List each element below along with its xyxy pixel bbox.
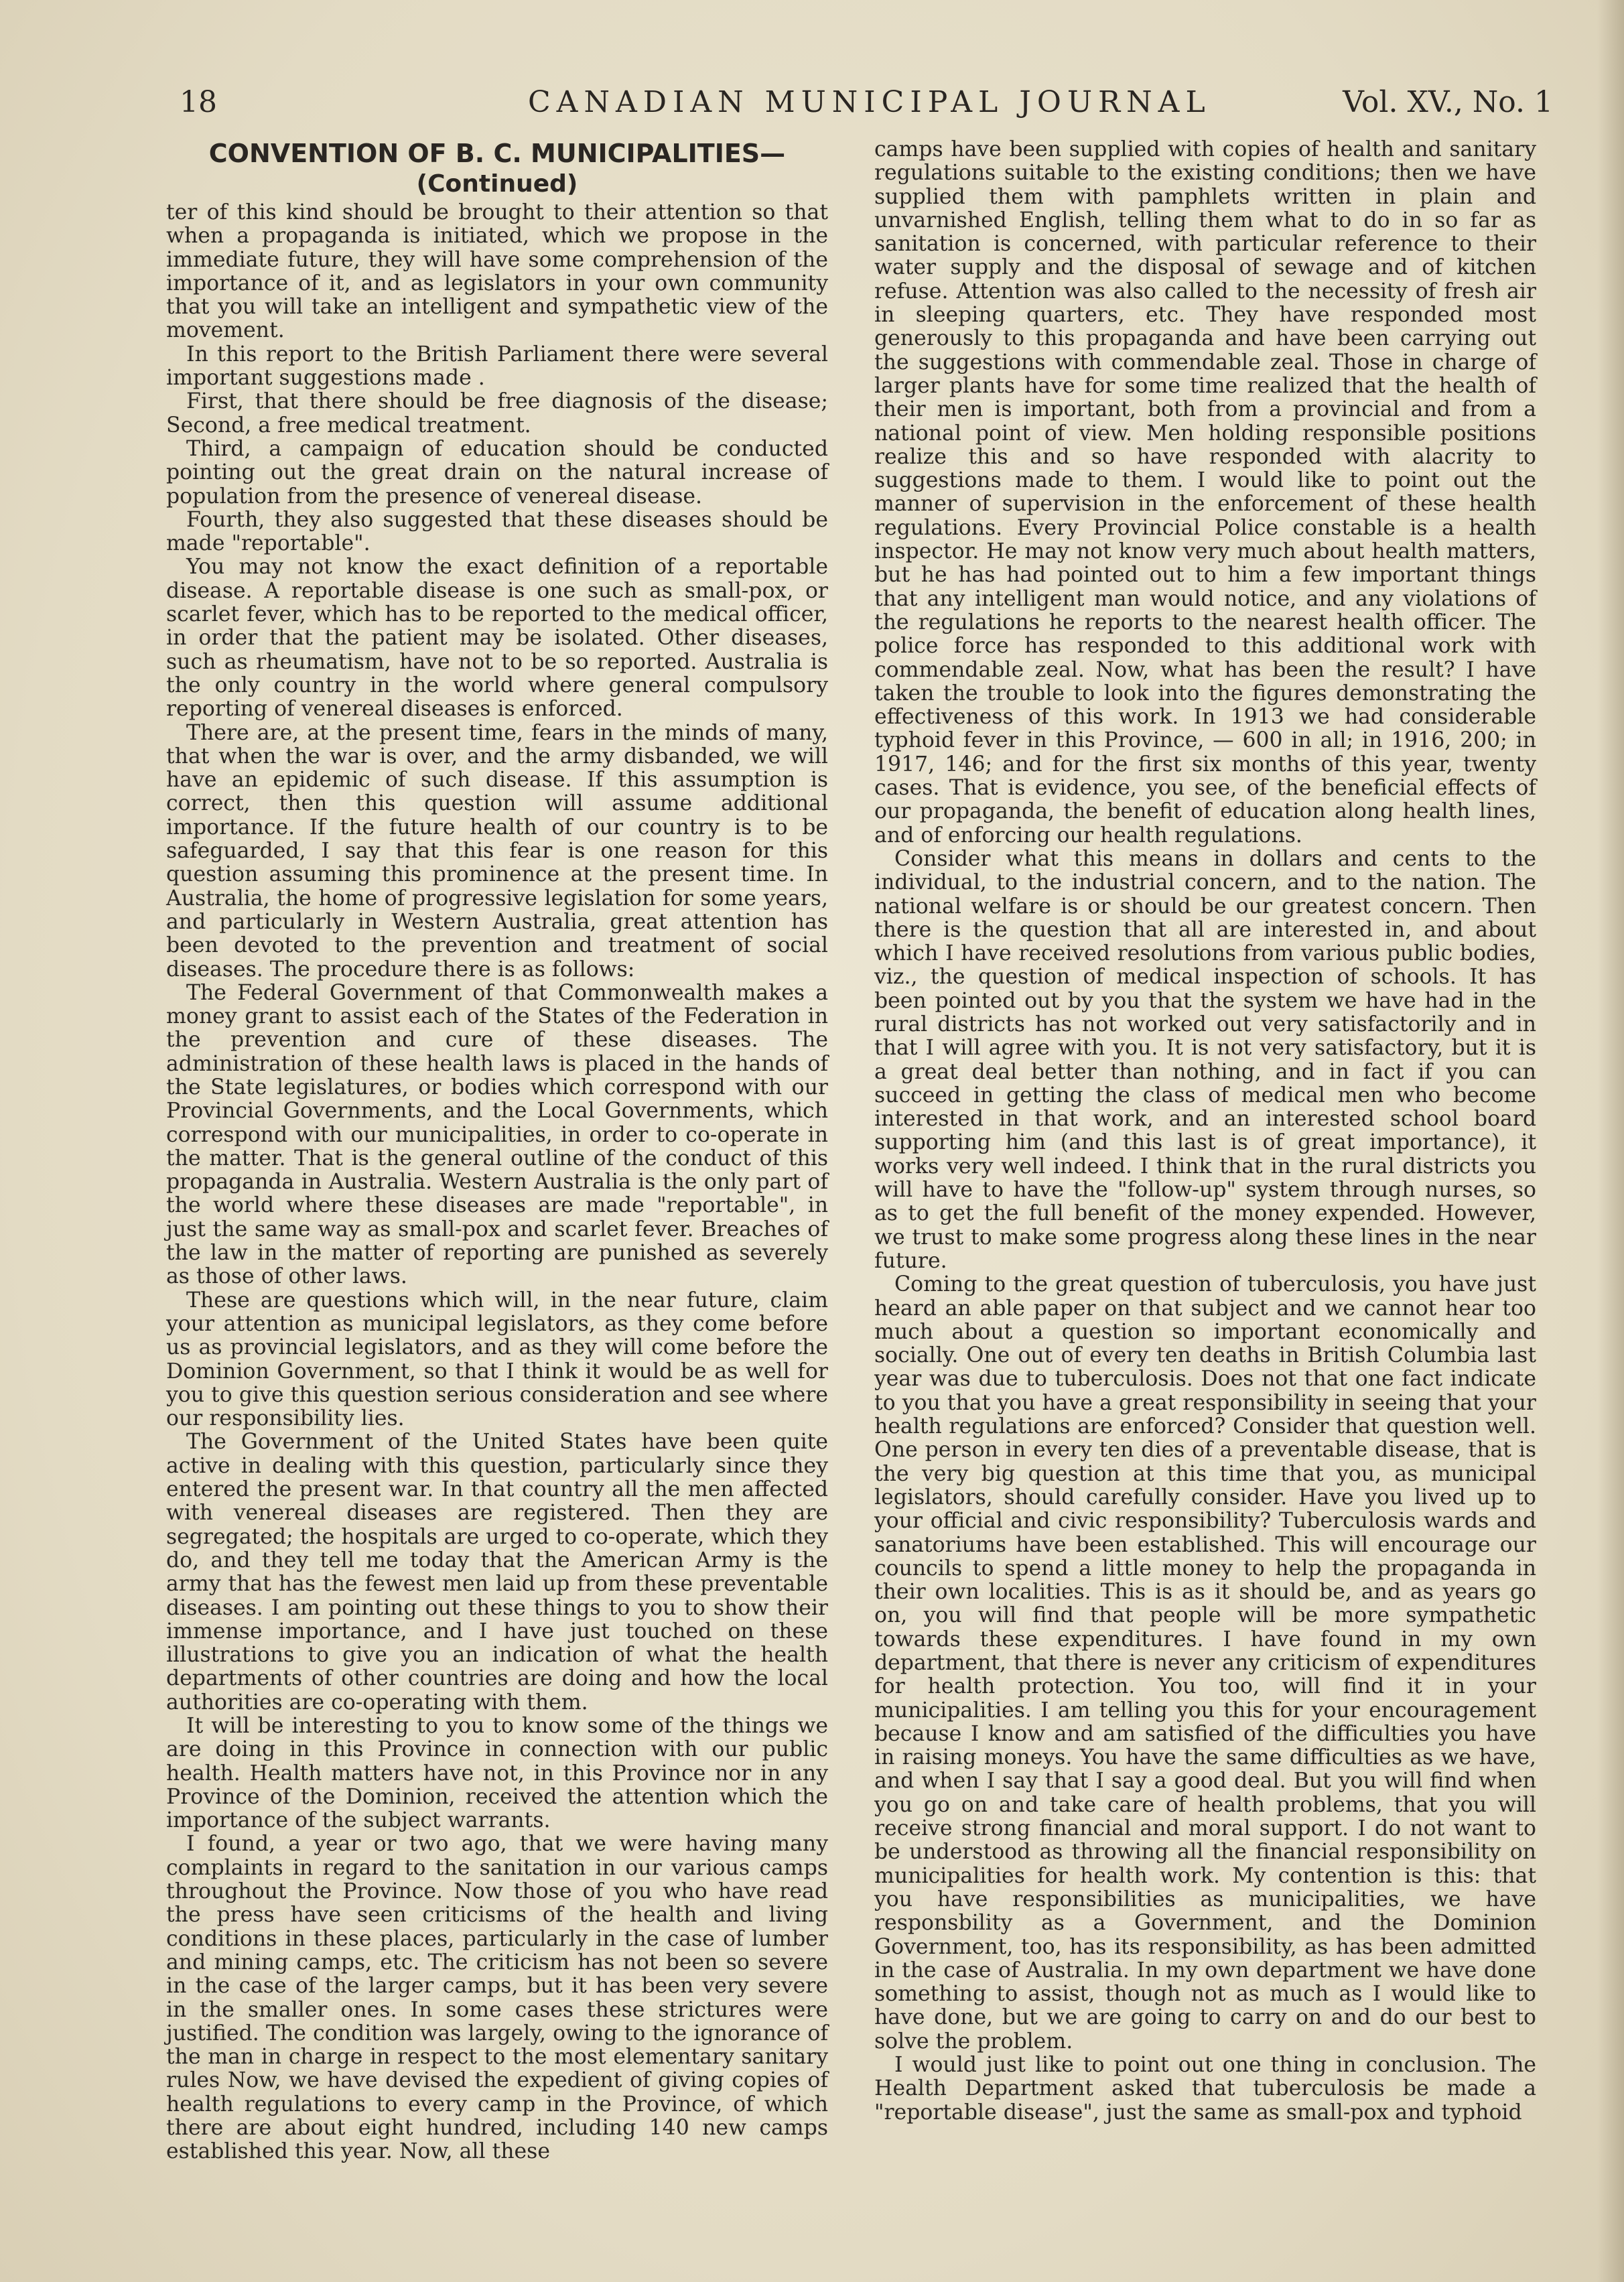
page-number: 18 bbox=[180, 85, 217, 119]
paragraph: The Government of the United States have been quite active in dealing with this question, particularly since they entered the present war. In that country all the men affected with venereal diseases are registered. Then they are segregated; the hospitals are urged to co-operate, which they do, and they tell me today that the American Army is the army that has the fewest men laid up from these preventable diseases. I am pointing out these things to you to show their immense importance, and I have just touched on these illustrations to give you an indication of what the health departments of other countries are doing and how the local authorities are co-operating with them. bbox=[166, 1430, 828, 1715]
paragraph: Third, a campaign of education should be conducted pointing out the great drain on the natural increase of population from the presence of venereal disease. bbox=[166, 436, 828, 509]
page-edge-shadow bbox=[1597, 0, 1624, 2282]
article-subtitle: (Continued) bbox=[416, 170, 578, 198]
paragraph: Fourth, they also suggested that these diseases should be made "reportable". bbox=[166, 507, 828, 556]
paragraph: camps have been supplied with copies of health and sanitary regulations suitable to the existing conditions; then we have supplied them with pamphlets written in plain and unvarnished English, telling them what to do in so far as sanitation is concerned, with particular reference to their water supply and the disposal of sewage and of kitchen refuse. Attention was also called to the necessity of fresh air in sleeping quarters, etc. They have responded most generously to this propaganda and have been carrying out the suggestions with commendable zeal. Those in charge of larger plants have for some time realized that the health of their men is important, both from a provincial and from a national point of view. Men holding responsible positions realize this and so have responded with alacrity to suggestions made to them. I would like to point out the manner of supervision in the enforcement of these health regulations. Every Provincial Police constable is a health inspector. He may not know very much about health matters, but he has had pointed out to him a few important things that any intelligent man would notice, and any violations of the regulations he reports to the nearest health officer. The police force has responded to this additional work with commendable zeal. Now, what has been the result? I have taken the trouble to look into the figures demonstrating the effectiveness of this work. In 1913 we had considerable typhoid fever in this Province, — 600 in all; in 1916, 200; in 1917, 146; and for the first six months of this year, twenty cases. That is evidence, you see, of the beneficial effects of our propaganda, the benefit of education along health lines, and of enforcing our health regulations. bbox=[874, 137, 1536, 848]
paragraph: Consider what this means in dollars and cents to the individual, to the industrial concern, and to the nation. The national welfare is or should be our greatest concern. Then there is the question that all are interested in, and about which I have received resolutions from various public bodies, viz., the question of medical inspection of schools. It has been pointed out by you that the system we have had in the rural districts has not worked out very satisfactorily and in that I will agree with you. It is not very satisfactory, but it is a great deal better than nothing, and in fact if you can succeed in getting the class of medical men who become interested in that work, and an interested school board supporting him (and this last is of great importance), it works very well indeed. I think that in the rural districts you will have to have the "follow-up" system through nurses, so as to get the full benefit of the money expended. However, we trust to make some progress along these lines in the near future. bbox=[874, 846, 1536, 1273]
paragraph: First, that there should be free diagnosis of the disease; Second, a free medical treatment. bbox=[166, 389, 828, 438]
volume-issue: Vol. XV., No. 1 bbox=[1343, 85, 1553, 119]
journal-title: CANADIAN MUNICIPAL JOURNAL bbox=[528, 85, 1211, 119]
running-header bbox=[180, 79, 1553, 126]
paragraph: There are, at the present time, fears in the minds of many, that when the war is over, and the army disbanded, we will have an epidemic of such disease. If this assumption is correct, then this question will assume additional importance. If the future health of our country is to be safeguarded, I say that this fear is one reason for this question assuming this prominence at the present time. In Australia, the home of progressive legislation for some years, and particularly in Western Australia, great attention has been devoted to the prevention and treatment of social diseases. The procedure there is as follows: bbox=[166, 720, 828, 982]
paragraph: I found, a year or two ago, that we were having many complaints in regard to the sanitation in our various camps throughout the Province. Now those of you who have read the press have seen criticisms of the health and living conditions in these places, particularly in the case of lumber and mining camps, etc. The criticism has not been so severe in the case of the larger camps, but it has been very severe in the smaller ones. In some cases these strictures were justified. The condition was largely, owing to the ignorance of the man in charge in respect to the most elementary sanitary rules Now, we have devised the expedient of giving copies of health regulations to every camp in the Province, of which there are about eight hundred, including 140 new camps established this year. Now, all these bbox=[166, 1832, 828, 2164]
paragraph: These are questions which will, in the near future, claim your attention as municipal legislators, as they come before us as provincial legislators, and as they will come before the Dominion Government, so that I think it would be as well for you to give this question serious consideration and see where our responsibility lies. bbox=[166, 1288, 828, 1431]
paragraph: The Federal Government of that Commonwealth makes a money grant to assist each of the States of the Federation in the prevention and cure of these diseases. The administration of these health laws is placed in the hands of the State legislatures, or bodies which correspond with our Provincial Governments, and the Local Governments, which correspond with our municipalities, in order to co-operate in the matter. That is the general outline of the conduct of this propaganda in Australia. Western Australia is the only part of the world where these diseases are made "reportable", in just the same way as small-pox and scarlet fever. Breaches of the law in the matter of reporting are punished as severely as those of other laws. bbox=[166, 980, 828, 1289]
right-column bbox=[874, 138, 1536, 2125]
paragraph: ter of this kind should be brought to their attention so that when a propaganda is initiated, which we propose in the immediate future, they will have some comprehension of the importance of it, and as legislators in your own community that you will take an intelligent and sympathetic view of the movement. bbox=[166, 200, 828, 343]
paragraph: I would just like to point out one thing in conclusion. The Health Department asked that tuberculosis be made a "reportable disease", just the same as small-pox and typhoid bbox=[874, 2053, 1536, 2125]
paragraph: In this report to the British Parliament there were several important suggestions made . bbox=[166, 342, 828, 391]
article-title: CONVENTION OF B. C. MUNICIPALITIES— bbox=[208, 139, 786, 168]
left-column bbox=[166, 138, 828, 2164]
paragraph: It will be interesting to you to know some of the things we are doing in this Province in connection with our public health. Health matters have not, in this Province nor in any Province of the Dominion, received the attention which the importance of the subject warrants. bbox=[166, 1714, 828, 1833]
paragraph: Coming to the great question of tuberculosis, you have just heard an able paper on that subject and we cannot hear too much about a question so important economically and socially. One out of every ten deaths in British Columbia last year was due to tuberculosis. Does not that one fact indicate to you that you have a great responsibility in seeing that your health regulations are enforced? Consider that question well. One person in every ten dies of a preventable disease, that is the very big question at this time that you, as municipal legislators, should carefully consider. Have you lived up to your official and civic responsibility? Tuberculosis wards and sanatoriums have been established. This will encourage our councils to spend a little money to help the propaganda in their own localities. This is as it should be, and as years go on, you will find that people will be more sympathetic towards these expenditures. I have found in my own department, that there is never any criticism of expenditures for health protection. You too, will find it in your municipalities. I am telling you this for your encouragement because I know and am satisfied of the difficulties you have in raising moneys. You have the same difficulties as we have, and when I say that I say a good deal. But you will find when you go on and take care of health problems, that you will receive strong financial and moral support. I do not want to be understood as throwing all the financial responsibility on municipalities for health work. My contention is this: that you have responsibilities as municipalities, we have responsbility as a Government, and the Dominion Government, too, has its responsibility, as has been admitted in the case of Australia. In my own department we have done something to assist, though not as much as I would like to have done, but we are going to carry on and do our best to solve the problem. bbox=[874, 1272, 1536, 2054]
paragraph: You may not know the exact definition of a reportable disease. A reportable disease is one such as small-pox, or scarlet fever, which has to be reported to the medical officer, in order that the patient may be isolated. Other diseases, such as rheumatism, have not to be so reported. Australia is the only country in the world where general compulsory reporting of venereal diseases is enforced. bbox=[166, 555, 828, 722]
